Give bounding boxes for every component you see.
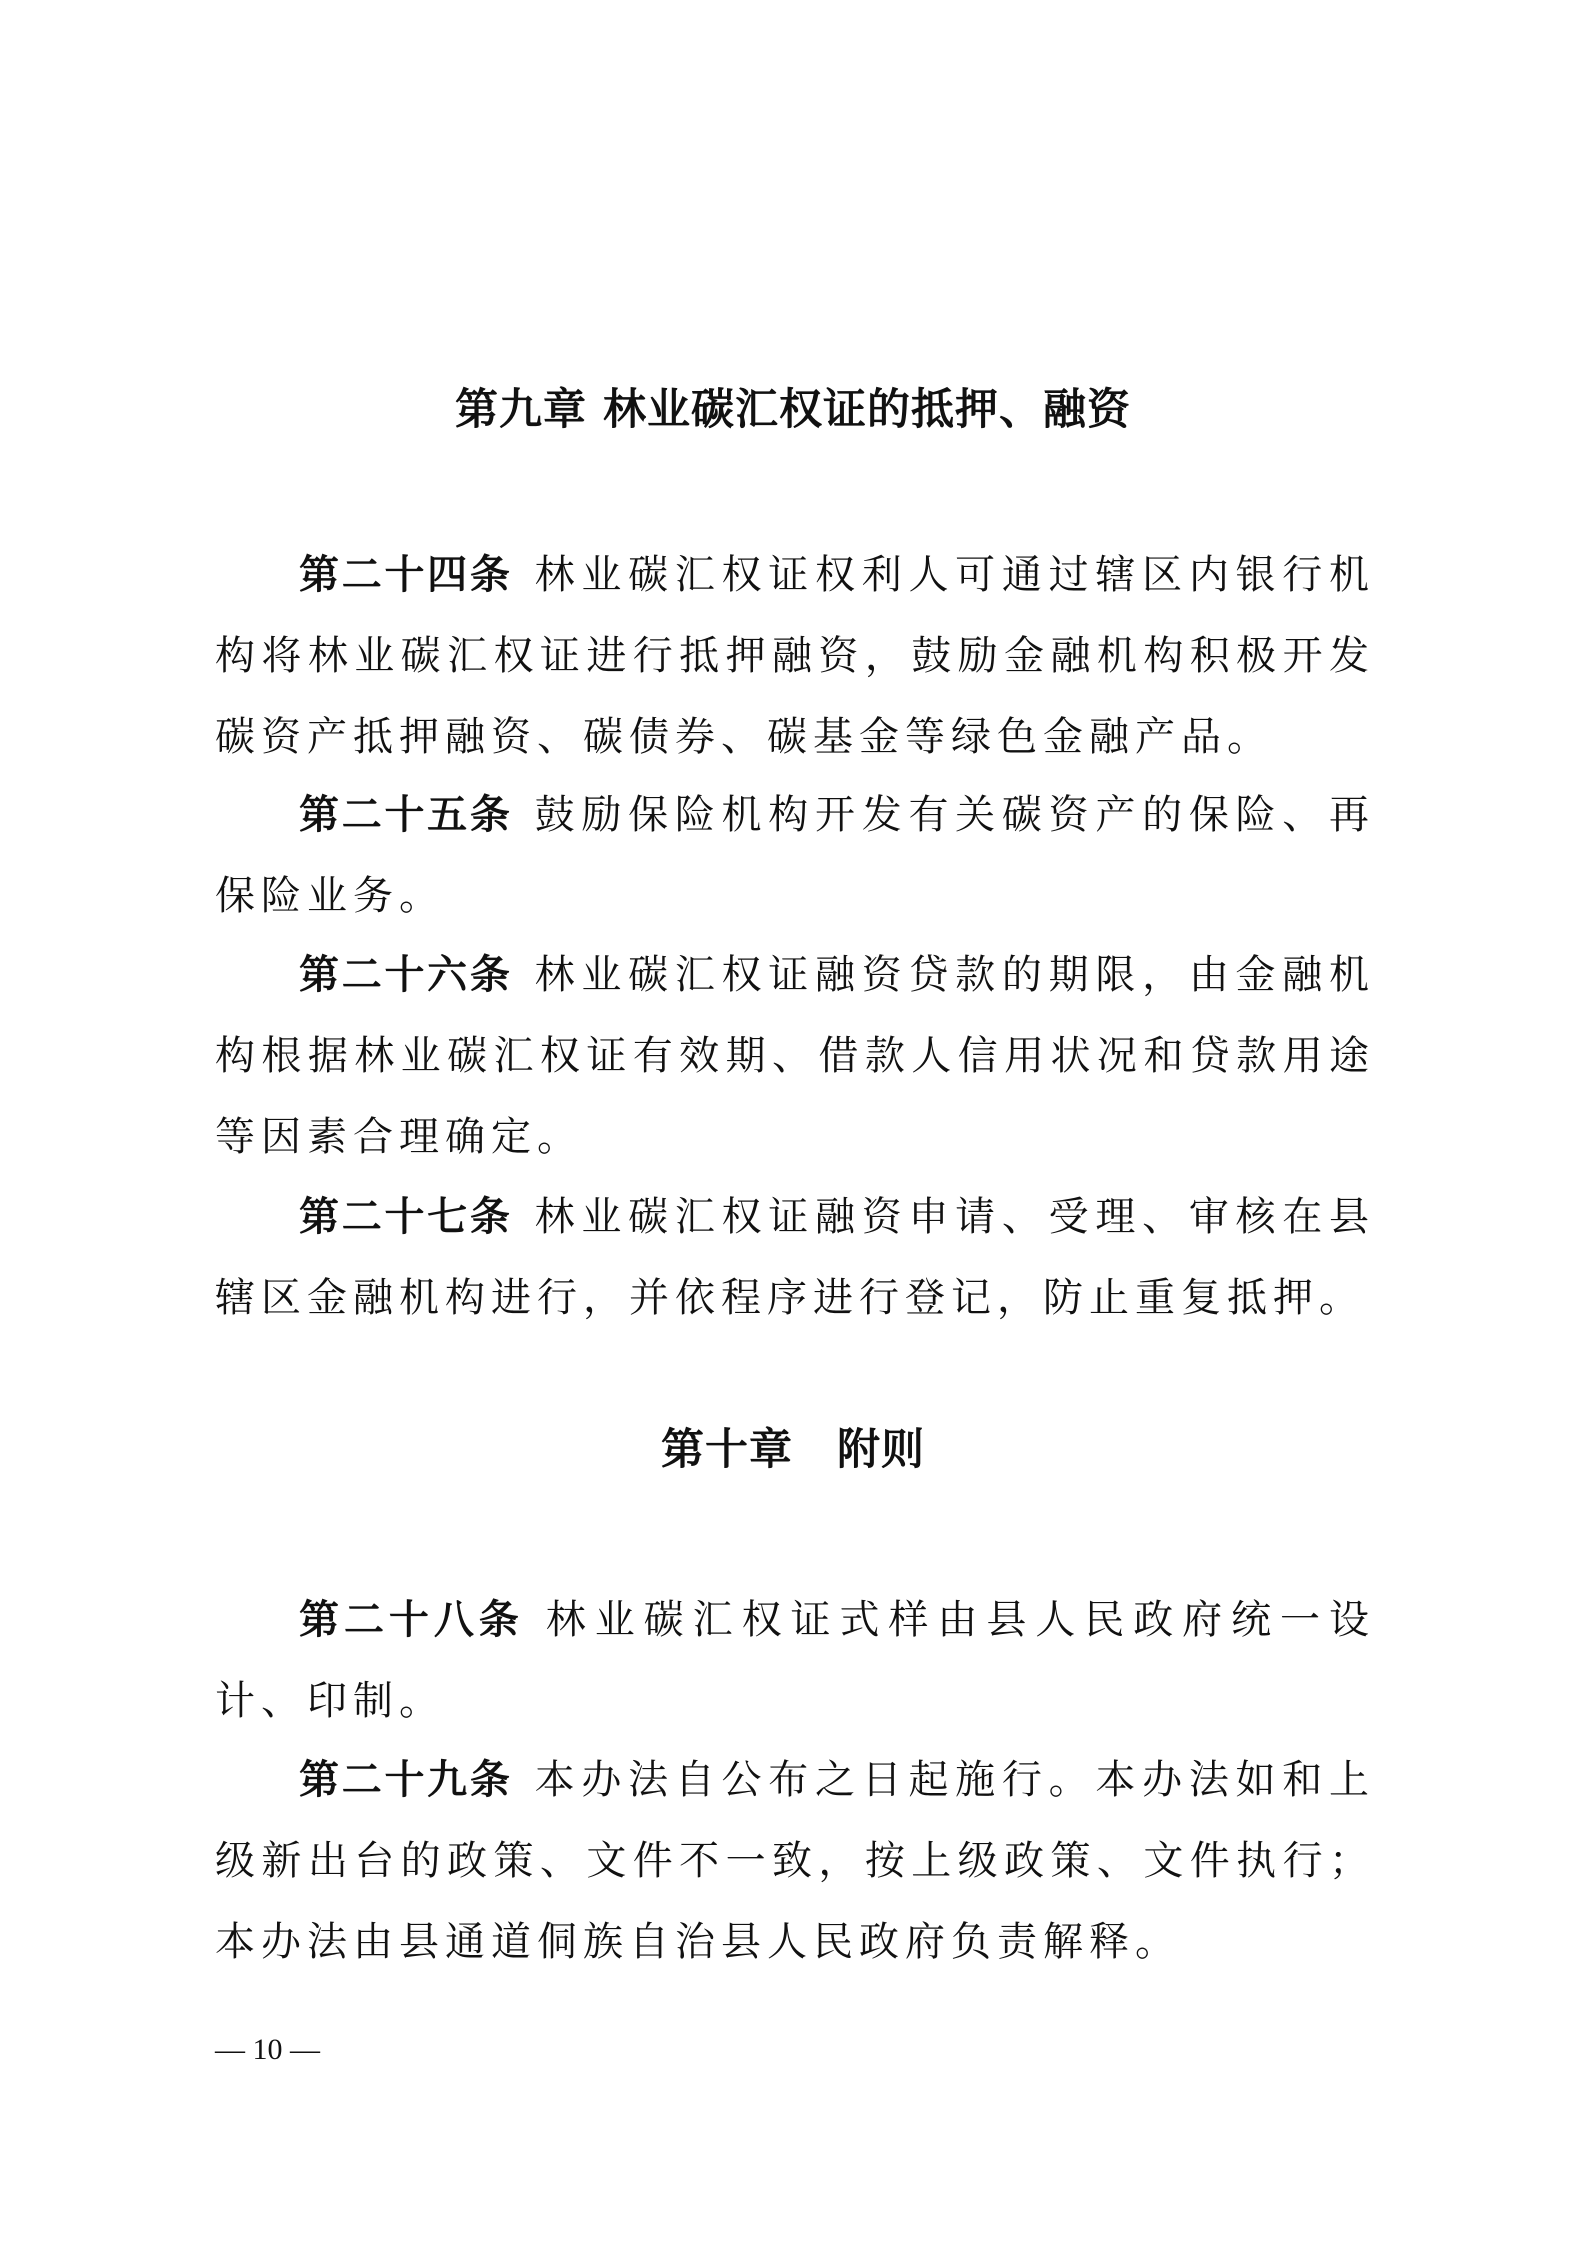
article-24-number: 第二十四条: [299, 552, 513, 598]
article-25-number: 第二十五条: [299, 792, 513, 838]
article-29-number: 第二十九条: [299, 1757, 513, 1803]
article-28-number: 第二十八条: [299, 1597, 524, 1643]
article-28-text: 林业碳汇权证式样由县人民政府统一设计、印制。: [215, 1597, 1376, 1724]
article-25-text: 鼓励保险机构开发有关碳资产的保险、再保险业务。: [215, 792, 1376, 919]
article-26: [215, 935, 1375, 1178]
article-29-text: 本办法自公布之日起施行。本办法如和上级新出台的政策、文件不一致，按上级政策、文件执行；本办法由县通道侗族自治县人民政府负责解释。: [215, 1757, 1376, 1965]
chapter-10-title: 第十章 附则: [661, 1425, 925, 1475]
article-28: [215, 1580, 1375, 1742]
article-25: [215, 775, 1375, 937]
article-27-text: 林业碳汇权证融资申请、受理、审核在县辖区金融机构进行，并依程序进行登记，防止重复抵押。: [215, 1194, 1376, 1321]
article-27: [215, 1177, 1375, 1339]
article-24: [215, 535, 1375, 778]
article-29: [215, 1740, 1375, 1983]
article-26-number: 第二十六条: [299, 952, 513, 998]
chapter-9-title: 第九章 林业碳汇权证的抵押、融资: [455, 385, 1131, 435]
article-27-number: 第二十七条: [299, 1194, 513, 1240]
article-26-text: 林业碳汇权证融资贷款的期限，由金融机构根据林业碳汇权证有效期、借款人信用状况和贷款用途等因素合理确定。: [215, 952, 1376, 1160]
page-number: — 10 —: [215, 2033, 320, 2066]
article-24-text: 林业碳汇权证权利人可通过辖区内银行机构将林业碳汇权证进行抵押融资，鼓励金融机构积极开发碳资产抵押融资、碳债券、碳基金等绿色金融产品。: [215, 552, 1376, 760]
